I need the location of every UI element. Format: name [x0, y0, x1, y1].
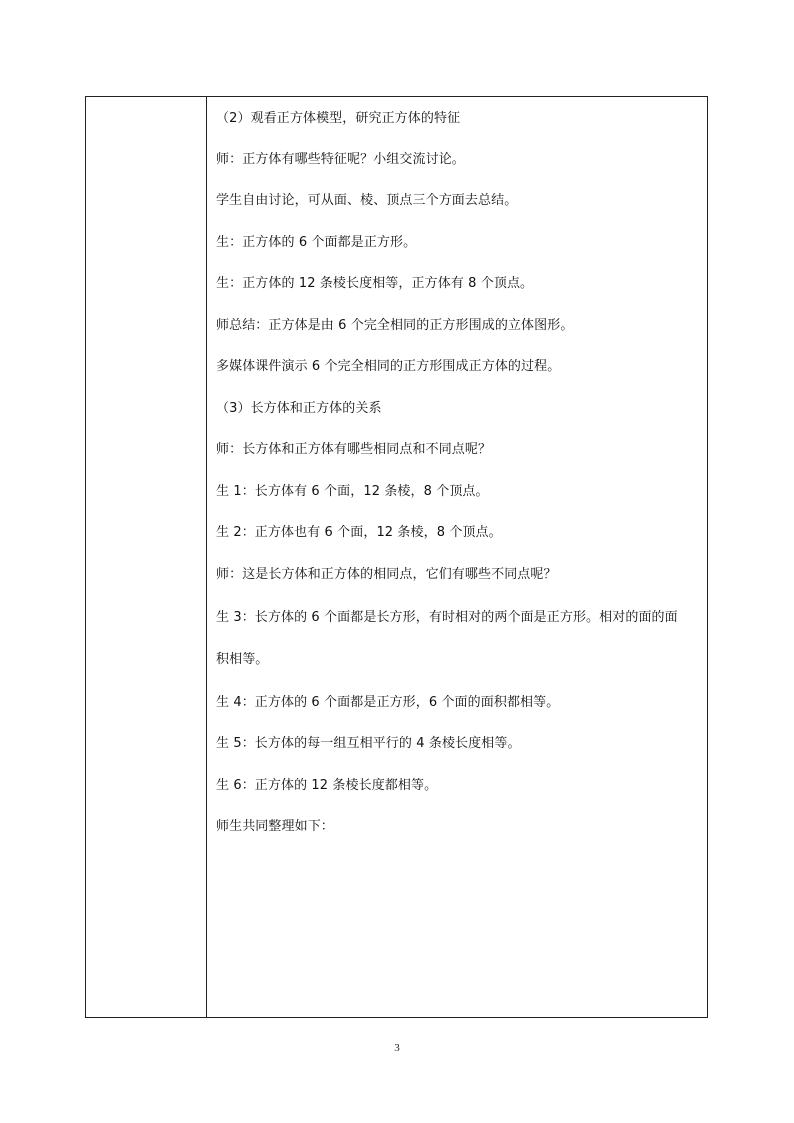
lesson-table [85, 96, 708, 1018]
page-number: 3 [394, 1042, 400, 1054]
text-line: 生 3：长方体的 6 个面都是长方形，有时相对的两个面是正方形。相对的面的面 [216, 610, 678, 625]
table-content-cell [207, 97, 707, 1017]
table-left-cell [86, 97, 207, 1017]
text-line: 生：正方体的 12 条棱长度相等，正方体有 8 个顶点。 [216, 276, 534, 291]
text-line: 学生自由讨论，可从面、棱、顶点三个方面去总结。 [216, 193, 518, 208]
text-line: 生 2：正方体也有 6 个面，12 条棱，8 个顶点。 [216, 525, 502, 540]
text-line: （2）观看正方体模型，研究正方体的特征 [216, 111, 461, 126]
text-line: 生 6：正方体的 12 条棱长度都相等。 [216, 778, 438, 793]
text-line: 多媒体课件演示 6 个完全相同的正方形围成正方体的过程。 [216, 359, 561, 374]
text-line: 生 4：正方体的 6 个面都是正方形，6 个面的面积都相等。 [216, 695, 560, 710]
text-line: 师：正方体有哪些特征呢？小组交流讨论。 [216, 152, 465, 167]
text-line: 师生共同整理如下： [216, 819, 334, 834]
text-line: 积相等。 [216, 652, 269, 667]
text-line: 生 1：长方体有 6 个面，12 条棱，8 个顶点。 [216, 484, 489, 499]
text-line: 师：长方体和正方体有哪些相同点和不同点呢？ [216, 442, 492, 457]
text-line: 生：正方体的 6 个面都是正方形。 [216, 235, 417, 250]
text-line: （3）长方体和正方体的关系 [216, 401, 382, 416]
text-line: 生 5：长方体的每一组互相平行的 4 条棱长度相等。 [216, 736, 521, 751]
text-line: 师总结：正方体是由 6 个完全相同的正方形围成的立体图形。 [216, 318, 574, 333]
text-line: 师：这是长方体和正方体的相同点，它们有哪些不同点呢？ [216, 567, 557, 582]
